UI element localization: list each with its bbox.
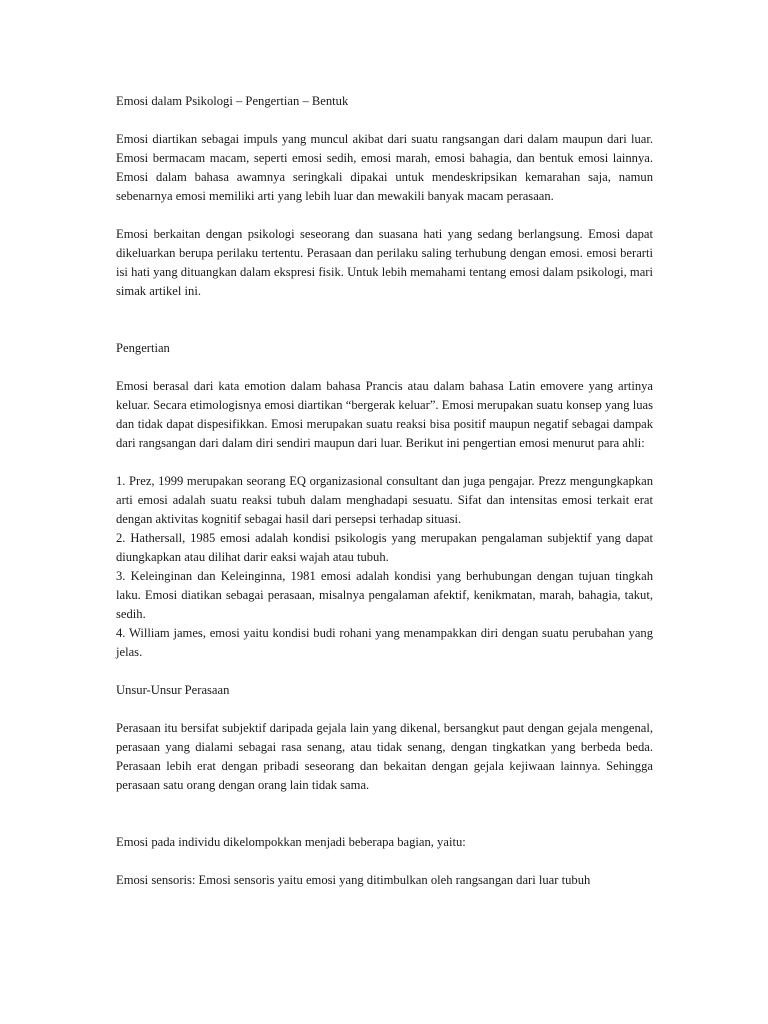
- paragraph-intro-2: Emosi berkaitan dengan psikologi seseorang dan suasana hati yang sedang berlangsung. Emosi dapat dikeluarkan berupa perilaku tertentu. Perasaan dan perilaku saling terhubung dengan emosi. emosi berarti isi hati yang dituangkan dalam ekspresi fisik. Untuk lebih memahami tentang emosi dalam psikologi, mari simak artikel ini.: [116, 227, 653, 298]
- paragraph-kelompok-emosi: Emosi pada individu dikelompokkan menjadi beberapa bagian, yaitu:: [116, 835, 466, 849]
- document-title: Emosi dalam Psikologi – Pengertian – Bentuk: [116, 94, 349, 108]
- paragraph-emosi-sensoris: Emosi sensoris: Emosi sensoris yaitu emosi yang ditimbulkan oleh rangsangan dari luar tubuh: [116, 873, 591, 887]
- list-item: 1. Prez, 1999 merupakan seorang EQ organizasional consultant dan juga pengajar. Prezz mengungkapkan arti emosi adalah suatu reaksi tubuh dalam menghadapi sesuatu. Sifat dan intensitas emosi terkait erat dengan aktivitas kognitif sebagai hasil dari persepsi terhadap situasi.: [116, 474, 653, 526]
- document-body: [116, 92, 653, 890]
- ahli-list: [116, 472, 653, 662]
- heading-pengertian: Pengertian: [116, 341, 170, 355]
- paragraph-pengertian: Emosi berasal dari kata emotion dalam bahasa Prancis atau dalam bahasa Latin emovere yang artinya keluar. Secara etimologisnya emosi diartikan “bergerak keluar”. Emosi merupakan suatu konsep yang luas dan tidak dapat dispesifikkan. Emosi merupakan suatu reaksi bisa positif maupun negatif sebagai dampak dari rangsangan dari dalam diri sendiri maupun dari luar. Berikut ini pengertian emosi menurut para ahli:: [116, 379, 653, 450]
- paragraph-intro-1: Emosi diartikan sebagai impuls yang muncul akibat dari suatu rangsangan dari dalam maupun dari luar. Emosi bermacam macam, seperti emosi sedih, emosi marah, emosi bahagia, dan bentuk emosi lainnya. Emosi dalam bahasa awamnya seringkali dipakai untuk mendeskripsikan kemarahan saja, namun sebenarnya emosi memiliki arti yang lebih luar dan mewakili banyak macam perasaan.: [116, 132, 653, 203]
- list-item: 2. Hathersall, 1985 emosi adalah kondisi psikologis yang merupakan pengalaman subjektif yang dapat diungkapkan atau dilihat darir eaksi wajah atau tubuh.: [116, 531, 653, 564]
- paragraph-unsur-perasaan: Perasaan itu bersifat subjektif daripada gejala lain yang dikenal, bersangkut paut dengan gejala mengenal, perasaan yang dialami sebagai rasa senang, atau tidak senang, dengan tingkatkan yang berbeda beda. Perasaan lebih erat dengan pribadi seseorang dan bekaitan dengan gejala kejiwaan lainnya. Sehingga perasaan satu orang dengan orang lain tidak sama.: [116, 721, 653, 792]
- list-item: 4. William james, emosi yaitu kondisi budi rohani yang menampakkan diri dengan suatu perubahan yang jelas.: [116, 626, 653, 659]
- list-item: 3. Keleinginan dan Keleinginna, 1981 emosi adalah kondisi yang berhubungan dengan tujuan tingkah laku. Emosi diatikan sebagai perasaan, misalnya pengalaman afektif, kenikmatan, marah, bahagia, takut, sedih.: [116, 569, 653, 621]
- heading-unsur-perasaan: Unsur-Unsur Perasaan: [116, 683, 230, 697]
